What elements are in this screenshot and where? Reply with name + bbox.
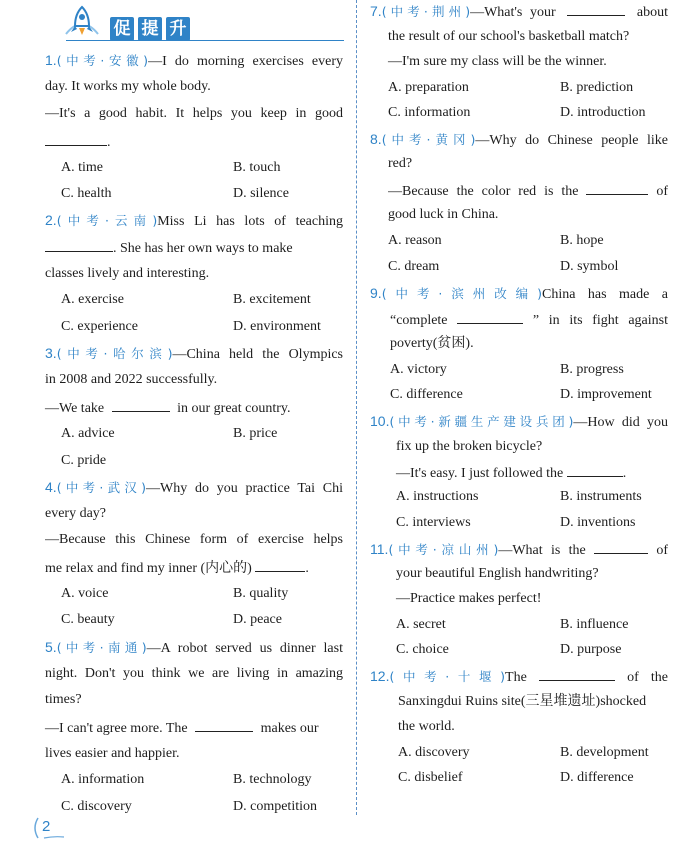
question-text: China has made a <box>542 287 668 302</box>
question-line <box>45 50 343 70</box>
question-text: good luck in China. <box>388 207 499 222</box>
question-text: —How did you <box>573 415 668 430</box>
option-a[interactable]: A. exercise <box>61 292 124 307</box>
option-b[interactable]: B. instruments <box>560 489 642 504</box>
column-divider <box>356 0 357 815</box>
question-line <box>45 477 343 497</box>
question-number: 11. <box>370 541 389 557</box>
question-text: “complete <box>390 313 448 328</box>
option-b[interactable]: B. hope <box>560 233 604 248</box>
question-text: —Because the color red is the <box>388 184 579 199</box>
question-source: (中考·武汉) <box>56 480 146 495</box>
option-a[interactable]: A. instructions <box>396 489 479 504</box>
question-line <box>45 131 343 153</box>
option-c[interactable]: C. health <box>61 186 112 201</box>
question-text: in 2008 and 2022 successfully. <box>45 372 218 387</box>
question-text: . <box>622 466 627 481</box>
question-line <box>45 343 343 363</box>
option-c[interactable]: C. dream <box>388 259 440 274</box>
question-text: ” in its fight against <box>532 313 668 328</box>
option-a[interactable]: A. discovery <box>398 745 470 760</box>
question-text: lives easier and happier. <box>45 746 180 761</box>
question-text: —China held the Olympics <box>172 347 343 362</box>
option-c[interactable]: C. pride <box>61 453 107 468</box>
question-text: The <box>505 670 527 685</box>
option-d[interactable]: D. environment <box>233 319 321 334</box>
question-line <box>45 237 343 259</box>
page-number: 2 <box>42 818 51 835</box>
question-line <box>370 411 668 431</box>
question-source: (中考·云南) <box>56 213 158 228</box>
question-text: the result of our school's basketball match? <box>388 29 630 44</box>
option-d[interactable]: D. purpose <box>560 642 622 657</box>
question-line <box>370 666 668 686</box>
option-a[interactable]: A. victory <box>390 362 447 377</box>
answer-blank[interactable] <box>567 462 623 477</box>
option-b[interactable]: B. development <box>560 745 649 760</box>
question-text: makes our <box>260 721 319 736</box>
question-text: . She has her own ways to make <box>113 241 293 256</box>
question-text: of <box>656 184 668 199</box>
question-text: me relax and find my inner (内心的) <box>45 561 252 576</box>
question-source: (中考·荆州) <box>381 4 471 19</box>
question-text: about <box>636 5 668 20</box>
question-text: red? <box>388 156 413 171</box>
question-source: (中考·哈尔滨) <box>56 346 173 361</box>
question-line <box>396 462 668 484</box>
answer-blank[interactable] <box>255 557 305 572</box>
question-line <box>45 717 343 739</box>
question-text: times? <box>45 692 82 707</box>
question-text: . <box>305 561 309 576</box>
question-source: (中考·十堰) <box>389 669 506 684</box>
question-text: —A robot served us dinner last <box>146 641 343 656</box>
option-a[interactable]: A. preparation <box>388 80 469 95</box>
question-line <box>370 283 668 303</box>
question-source: (中考·凉山州) <box>388 542 499 557</box>
question-text: in our great country. <box>177 401 291 416</box>
question-number: 12. <box>370 668 390 684</box>
question-line <box>45 637 343 657</box>
question-text: your beautiful English handwriting? <box>396 566 599 581</box>
question-number: 3. <box>45 345 57 361</box>
question-line <box>388 180 668 200</box>
option-d[interactable]: D. inventions <box>560 515 636 530</box>
option-b[interactable]: B. price <box>233 426 278 441</box>
question-line <box>390 309 668 329</box>
question-text: —What's your <box>470 5 556 20</box>
option-b[interactable]: B. influence <box>560 617 629 632</box>
option-d[interactable]: D. symbol <box>560 259 619 274</box>
question-line <box>45 397 343 419</box>
option-a[interactable]: A. advice <box>61 426 115 441</box>
option-c[interactable]: C. disbelief <box>398 770 463 785</box>
question-text: —I can't agree more. The <box>45 721 188 736</box>
option-c[interactable]: C. experience <box>61 319 138 334</box>
question-text: . <box>107 135 111 150</box>
option-c[interactable]: C. choice <box>396 642 449 657</box>
question-text: —I do morning exercises every <box>148 54 343 69</box>
question-source: (中考·滨州改编) <box>381 286 543 301</box>
option-a[interactable]: A. time <box>61 160 103 175</box>
question-number: 1. <box>45 52 57 68</box>
question-text: —I'm sure my class will be the winner. <box>388 54 607 69</box>
header-rule <box>66 40 344 41</box>
answer-blank[interactable] <box>112 397 170 412</box>
option-d[interactable]: D. improvement <box>560 387 652 402</box>
option-a[interactable]: A. information <box>61 772 145 787</box>
question-text: Sanxingdui Ruins site(三星堆遗址)shocked <box>398 694 647 709</box>
question-source: (中考·黄冈) <box>381 132 476 147</box>
question-line <box>45 557 343 579</box>
question-text: night. Don't you think we are living in amazing <box>45 666 343 681</box>
section-header <box>62 4 344 44</box>
question-text: day. It works my whole body. <box>45 79 211 94</box>
question-text: —Why do you practice Tai Chi <box>146 481 343 496</box>
option-b[interactable]: B. quality <box>233 586 289 601</box>
question-number: 8. <box>370 131 382 147</box>
question-text: —We take <box>45 401 105 416</box>
question-source: (中考·南通) <box>56 640 147 655</box>
option-c[interactable]: C. information <box>388 105 471 120</box>
question-line <box>370 129 668 149</box>
header-badge-2: 提 <box>138 17 162 41</box>
option-d[interactable]: D. silence <box>233 186 289 201</box>
question-text: of the <box>627 670 668 685</box>
question-line <box>370 1 668 21</box>
answer-blank[interactable] <box>45 131 107 146</box>
option-b[interactable]: B. prediction <box>560 80 634 95</box>
answer-blank[interactable] <box>594 539 648 554</box>
header-badge-1: 促 <box>110 17 134 41</box>
rocket-icon <box>62 4 102 44</box>
question-number: 2. <box>45 212 57 228</box>
question-number: 4. <box>45 479 57 495</box>
question-text: classes lively and interesting. <box>45 266 210 281</box>
option-b[interactable]: B. technology <box>233 772 312 787</box>
answer-blank[interactable] <box>457 309 523 324</box>
option-c[interactable]: C. discovery <box>61 799 132 814</box>
option-c[interactable]: C. interviews <box>396 515 471 530</box>
question-text: Miss Li has lots of teaching <box>157 214 343 229</box>
question-source: (中考·安徽) <box>56 53 149 68</box>
option-a[interactable]: A. voice <box>61 586 109 601</box>
question-text: the world. <box>398 719 455 734</box>
question-source: (中考·新疆生产建设兵团) <box>389 414 574 429</box>
question-line <box>370 539 668 559</box>
question-text: —Why do Chinese people like <box>475 133 668 148</box>
option-b[interactable]: B. progress <box>560 362 624 377</box>
answer-blank[interactable] <box>195 717 253 732</box>
option-a[interactable]: A. secret <box>396 617 446 632</box>
question-number: 10. <box>370 413 390 429</box>
question-text: fix up the broken bicycle? <box>396 439 543 454</box>
option-d[interactable]: D. introduction <box>560 105 646 120</box>
question-text: of <box>656 543 668 558</box>
question-number: 5. <box>45 639 57 655</box>
header-badge-3: 升 <box>166 17 190 41</box>
answer-blank[interactable] <box>567 1 625 16</box>
question-text: every day? <box>45 506 107 521</box>
question-number: 9. <box>370 285 382 301</box>
question-text: poverty(贫困). <box>390 336 474 351</box>
question-number: 7. <box>370 3 382 19</box>
question-text: —Practice makes perfect! <box>396 591 542 606</box>
option-d[interactable]: D. competition <box>233 799 317 814</box>
answer-blank[interactable] <box>45 237 113 252</box>
answer-blank[interactable] <box>539 666 615 681</box>
question-text: —It's a good habit. It helps you keep in good <box>45 106 343 121</box>
option-c[interactable]: C. difference <box>390 387 463 402</box>
question-text: —Because this Chinese form of exercise helps <box>45 532 343 547</box>
option-d[interactable]: D. peace <box>233 612 282 627</box>
page-number-badge <box>30 816 70 840</box>
option-d[interactable]: D. difference <box>560 770 634 785</box>
answer-blank[interactable] <box>586 180 648 195</box>
question-text: —It's easy. I just followed the <box>396 466 564 481</box>
option-b[interactable]: B. excitement <box>233 292 311 307</box>
option-a[interactable]: A. reason <box>388 233 442 248</box>
option-c[interactable]: C. beauty <box>61 612 115 627</box>
question-text: —What is the <box>498 543 586 558</box>
option-b[interactable]: B. touch <box>233 160 281 175</box>
question-line <box>45 210 343 230</box>
